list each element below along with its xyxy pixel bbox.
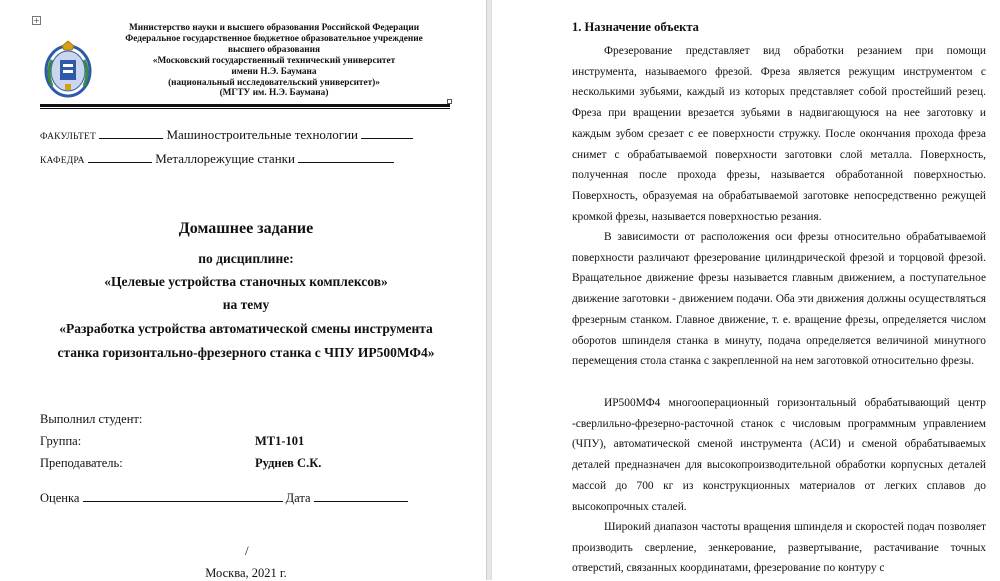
move-anchor-icon[interactable]: + — [33, 16, 40, 25]
homework-title: Домашнее задание — [178, 220, 314, 237]
department-field — [40, 151, 394, 167]
signature-slash: / — [245, 543, 249, 558]
resize-handle[interactable] — [447, 99, 452, 104]
department-label: КАФЕДРА — [40, 156, 85, 166]
section-title: 1. Назначение объекта — [572, 20, 699, 34]
faculty-field — [40, 127, 413, 143]
grade-underline — [83, 491, 283, 502]
ministry-line: Федеральное государственное бюджетное образовательное учреждение — [125, 33, 423, 44]
discipline-name: «Целевые устройства станочных комплексов» — [104, 274, 388, 289]
discipline-label: по дисциплине: — [198, 251, 294, 266]
ministry-line: имени Н.Э. Баумана — [231, 66, 317, 77]
paragraph-text: В зависимости от расположения оси фрезы относительно обрабатываемой поверхности различают фрезерование цилиндрической фрезой и торцовой фрезой. Вращательное движение фрезы называется главным движением, а поступательное движение заготовки - движением подачи. Оба эти движения должны осуществляться фрезерным станком. Главное движение, т. е. вращение фрезы, определяется числом оборотов шпинделя станка в минуту, подача определяется величиной минутного перемещения стола станка с закрепленной на нем заготовкой относительно фрезы. — [572, 231, 986, 368]
grade-date-line — [40, 491, 408, 506]
group-value: МТ1-101 — [255, 434, 305, 448]
ministry-line: (МГТУ им. Н.Э. Баумана) — [219, 88, 329, 99]
underline — [361, 127, 413, 139]
underline — [99, 127, 163, 139]
header-rule-thin — [40, 108, 450, 109]
teacher-label: Преподаватель: — [40, 456, 123, 470]
paragraph — [572, 41, 986, 227]
paragraph-text: Фрезерование представляет вид обработки резанием при помощи инструмента, называемого фрезой. Фреза является режущим инструментом с несколькими зубьями, каждый из которых представляет собой простейший резец. Фреза при вращении врезается зубьями в надвигающуюся на нее заготовку и каждым зубом срезает с ее поверхности стружку. После окончания прохода фреза снимет с обрабатываемой поверхности заготовки слой металла. Поверхность, полученная после прохода фрезы, называется обработанной поверхностью. Поверхность, образуемая на обрабатываемой заготовке непосредственно режущей кромкой фрезы, называется поверхностью резания. — [572, 45, 986, 223]
city-year: Москва, 2021 г. — [205, 566, 287, 580]
university-emblem-icon — [38, 38, 98, 100]
date-label: Дата — [285, 491, 311, 505]
header-rule-thick — [40, 104, 450, 107]
teacher-value: Руднев С.К. — [255, 456, 322, 470]
ministry-line: Министерство науки и высшего образования Российской Федерации — [128, 23, 420, 33]
department-value: Металлорежущие станки — [155, 151, 295, 166]
paragraph — [572, 517, 986, 579]
topic-label: на тему — [222, 297, 270, 312]
faculty-value: Машиностроительные технологии — [166, 127, 358, 142]
paragraph — [572, 393, 986, 517]
grade-label: Оценка — [40, 491, 80, 505]
ministry-header — [105, 23, 443, 99]
ministry-line: (национальный исследовательский университет)» — [168, 77, 380, 88]
faculty-label: ФАКУЛЬТЕТ — [40, 132, 96, 142]
paragraph-text: Широкий диапазон частоты вращения шпинделя и скоростей подач позволяет производить сверление, зенкерование, развертывание, растачивание точных отверстий, связанных координатами, фрезерование по контуру с — [572, 521, 986, 575]
ministry-line: высшего образования — [228, 44, 320, 55]
student-label: Выполнил студент: — [40, 412, 143, 426]
underline — [298, 151, 394, 163]
paragraph — [572, 227, 986, 372]
group-label: Группа: — [40, 434, 82, 448]
topic-line-1: «Разработка устройства автоматической смены инструмента — [59, 321, 433, 336]
topic-line-2: станка горизонтально-фрезерного станка с ЧПУ ИР500МФ4» — [57, 345, 435, 360]
date-underline — [314, 491, 408, 502]
ministry-line: «Московский государственный технический университет — [152, 55, 396, 66]
underline — [88, 151, 152, 163]
paragraph-text: ИР500МФ4 многооперационный горизонтальный обрабатывающий центр -сверлильно-фрезерно-расточной станок с числовым программным управлением (ЧПУ), автоматической сменой инструмента (АСИ) и сменой обрабатываемых деталей предназначен для высокопроизводительной обработки корпусных деталей массой до 700 кг из конструкционных материалов от легких сплавов до высокопрочных сталей. — [572, 397, 986, 513]
